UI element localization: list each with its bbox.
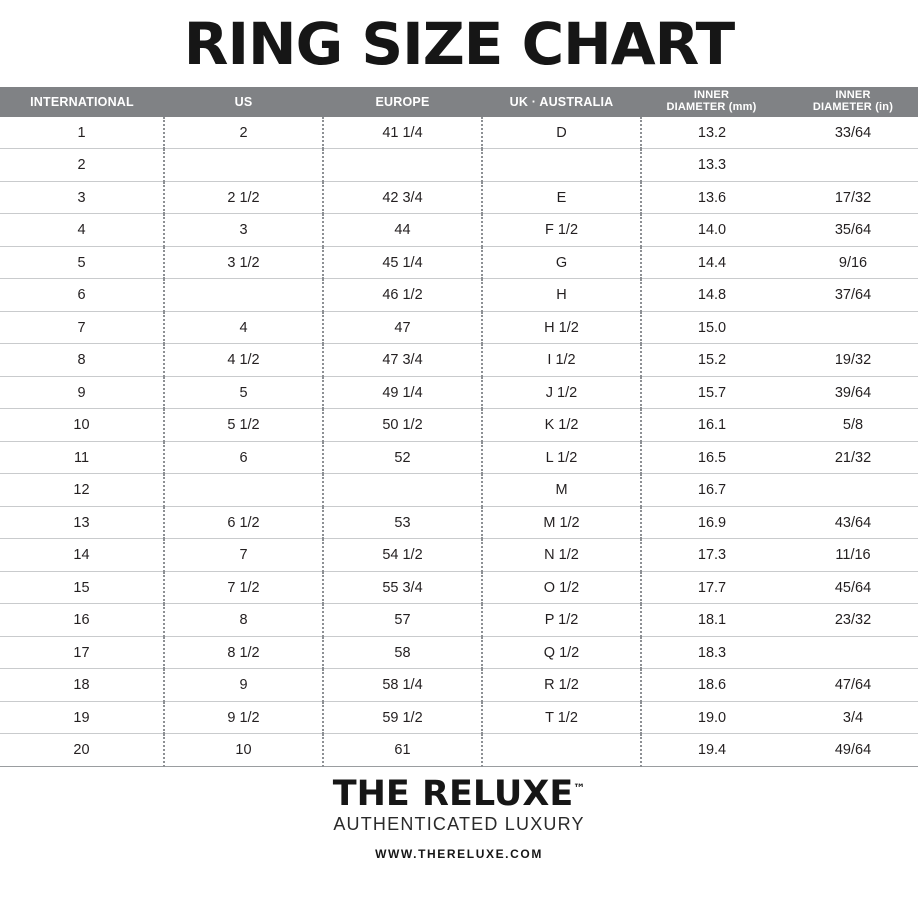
cell-international: 18 <box>0 669 164 702</box>
cell-uk-australia: H <box>482 279 641 312</box>
cell-international: 11 <box>0 441 164 474</box>
cell-uk-australia: G <box>482 246 641 279</box>
cell-international: 8 <box>0 344 164 377</box>
cell-inner-diameter-mm: 14.0 <box>641 214 782 247</box>
cell-europe: 54 1/2 <box>323 539 482 572</box>
cell-europe: 47 3/4 <box>323 344 482 377</box>
footer <box>0 773 918 861</box>
cell-inner-diameter-in: 11/16 <box>782 539 918 572</box>
cell-inner-diameter-mm: 18.6 <box>641 669 782 702</box>
cell-europe: 57 <box>323 604 482 637</box>
cell-europe: 49 1/4 <box>323 376 482 409</box>
cell-uk-australia: M <box>482 474 641 507</box>
cell-us <box>164 149 323 182</box>
table-row <box>0 571 918 604</box>
table-row <box>0 474 918 507</box>
cell-europe: 44 <box>323 214 482 247</box>
cell-uk-australia: J 1/2 <box>482 376 641 409</box>
cell-us: 9 1/2 <box>164 701 323 734</box>
cell-europe: 47 <box>323 311 482 344</box>
cell-international: 6 <box>0 279 164 312</box>
cell-inner-diameter-in: 43/64 <box>782 506 918 539</box>
cell-uk-australia: L 1/2 <box>482 441 641 474</box>
column-header-international-label: INTERNATIONAL <box>30 94 134 109</box>
cell-europe: 55 3/4 <box>323 571 482 604</box>
table-row <box>0 669 918 702</box>
cell-inner-diameter-mm: 13.3 <box>641 149 782 182</box>
cell-international: 4 <box>0 214 164 247</box>
cell-europe: 41 1/4 <box>323 117 482 149</box>
cell-europe: 61 <box>323 734 482 767</box>
cell-international: 2 <box>0 149 164 182</box>
cell-us: 8 <box>164 604 323 637</box>
cell-us: 5 <box>164 376 323 409</box>
cell-inner-diameter-in: 5/8 <box>782 409 918 442</box>
cell-inner-diameter-in: 47/64 <box>782 669 918 702</box>
cell-europe: 50 1/2 <box>323 409 482 442</box>
cell-europe: 59 1/2 <box>323 701 482 734</box>
cell-international: 20 <box>0 734 164 767</box>
cell-inner-diameter-in: 39/64 <box>782 376 918 409</box>
cell-international: 13 <box>0 506 164 539</box>
trademark-symbol: ™ <box>573 781 586 796</box>
cell-inner-diameter-mm: 18.1 <box>641 604 782 637</box>
cell-international: 14 <box>0 539 164 572</box>
cell-international: 1 <box>0 117 164 149</box>
cell-inner-diameter-mm: 15.2 <box>641 344 782 377</box>
cell-uk-australia: D <box>482 117 641 149</box>
table-row <box>0 636 918 669</box>
cell-us: 6 <box>164 441 323 474</box>
cell-inner-diameter-mm: 16.1 <box>641 409 782 442</box>
cell-us: 6 1/2 <box>164 506 323 539</box>
page-title: RING SIZE CHART <box>183 10 735 78</box>
cell-europe: 53 <box>323 506 482 539</box>
cell-inner-diameter-in: 9/16 <box>782 246 918 279</box>
column-header-inner-diameter-in <box>782 87 918 117</box>
cell-uk-australia: P 1/2 <box>482 604 641 637</box>
cell-inner-diameter-in: 49/64 <box>782 734 918 767</box>
cell-uk-australia: H 1/2 <box>482 311 641 344</box>
column-header-uk-australia <box>482 87 641 117</box>
cell-us: 3 <box>164 214 323 247</box>
brand-name-text: THE RELUXE <box>332 773 574 814</box>
cell-inner-diameter-mm: 17.3 <box>641 539 782 572</box>
website-url: WWW.THERELUXE.COM <box>375 846 543 861</box>
table-header-row <box>0 87 918 117</box>
table-row <box>0 311 918 344</box>
cell-inner-diameter-in <box>782 636 918 669</box>
cell-uk-australia <box>482 149 641 182</box>
cell-uk-australia: O 1/2 <box>482 571 641 604</box>
cell-us: 7 1/2 <box>164 571 323 604</box>
cell-us: 4 <box>164 311 323 344</box>
table-row <box>0 409 918 442</box>
cell-international: 9 <box>0 376 164 409</box>
cell-international: 7 <box>0 311 164 344</box>
cell-us: 7 <box>164 539 323 572</box>
cell-us <box>164 279 323 312</box>
table-row <box>0 246 918 279</box>
column-header-us <box>164 87 323 117</box>
cell-us: 5 1/2 <box>164 409 323 442</box>
cell-inner-diameter-in <box>782 311 918 344</box>
table-row <box>0 441 918 474</box>
cell-us: 10 <box>164 734 323 767</box>
cell-inner-diameter-mm: 16.7 <box>641 474 782 507</box>
cell-inner-diameter-in <box>782 474 918 507</box>
table-row <box>0 181 918 214</box>
column-header-inner-diameter-in-line2: DIAMETER (in) <box>812 100 894 113</box>
table-row <box>0 604 918 637</box>
cell-inner-diameter-in: 17/32 <box>782 181 918 214</box>
cell-inner-diameter-in: 3/4 <box>782 701 918 734</box>
cell-europe: 58 <box>323 636 482 669</box>
cell-inner-diameter-mm: 19.0 <box>641 701 782 734</box>
cell-inner-diameter-in: 45/64 <box>782 571 918 604</box>
table-row <box>0 539 918 572</box>
cell-inner-diameter-in <box>782 149 918 182</box>
cell-inner-diameter-mm: 13.6 <box>641 181 782 214</box>
table-header <box>0 87 918 117</box>
cell-inner-diameter-mm: 15.0 <box>641 311 782 344</box>
column-header-inner-diameter-in-line1: INNER <box>835 89 871 102</box>
table-row <box>0 279 918 312</box>
cell-uk-australia: Q 1/2 <box>482 636 641 669</box>
brand-name <box>332 773 586 814</box>
table-row <box>0 701 918 734</box>
cell-uk-australia: F 1/2 <box>482 214 641 247</box>
table-row <box>0 344 918 377</box>
column-header-uk-australia-label: UK · AUSTRALIA <box>509 94 614 109</box>
cell-us: 2 1/2 <box>164 181 323 214</box>
column-header-europe <box>323 87 482 117</box>
cell-inner-diameter-mm: 16.9 <box>641 506 782 539</box>
cell-international: 12 <box>0 474 164 507</box>
table-body <box>0 117 918 767</box>
column-header-inner-diameter-mm-line2: DIAMETER (mm) <box>666 100 757 113</box>
cell-inner-diameter-mm: 13.2 <box>641 117 782 149</box>
cell-international: 10 <box>0 409 164 442</box>
cell-international: 3 <box>0 181 164 214</box>
cell-europe: 42 3/4 <box>323 181 482 214</box>
cell-inner-diameter-mm: 16.5 <box>641 441 782 474</box>
brand-tagline: AUTHENTICATED LUXURY <box>333 813 585 834</box>
cell-uk-australia: R 1/2 <box>482 669 641 702</box>
cell-uk-australia: E <box>482 181 641 214</box>
table-row <box>0 149 918 182</box>
cell-inner-diameter-mm: 19.4 <box>641 734 782 767</box>
cell-us: 2 <box>164 117 323 149</box>
table-row <box>0 214 918 247</box>
cell-europe: 58 1/4 <box>323 669 482 702</box>
cell-inner-diameter-mm: 18.3 <box>641 636 782 669</box>
table-row <box>0 376 918 409</box>
cell-uk-australia: K 1/2 <box>482 409 641 442</box>
column-header-inner-diameter-mm <box>641 87 782 117</box>
column-header-us-label: US <box>234 94 253 109</box>
cell-inner-diameter-in: 33/64 <box>782 117 918 149</box>
cell-us: 4 1/2 <box>164 344 323 377</box>
cell-international: 5 <box>0 246 164 279</box>
cell-inner-diameter-in: 21/32 <box>782 441 918 474</box>
cell-inner-diameter-in: 23/32 <box>782 604 918 637</box>
cell-inner-diameter-in: 35/64 <box>782 214 918 247</box>
cell-uk-australia <box>482 734 641 767</box>
cell-inner-diameter-in: 37/64 <box>782 279 918 312</box>
column-header-europe-label: EUROPE <box>375 94 430 109</box>
ring-size-table <box>0 87 918 767</box>
cell-europe: 45 1/4 <box>323 246 482 279</box>
cell-international: 16 <box>0 604 164 637</box>
cell-uk-australia: I 1/2 <box>482 344 641 377</box>
table-row <box>0 506 918 539</box>
cell-us: 3 1/2 <box>164 246 323 279</box>
cell-europe <box>323 149 482 182</box>
cell-international: 17 <box>0 636 164 669</box>
cell-uk-australia: M 1/2 <box>482 506 641 539</box>
cell-inner-diameter-in: 19/32 <box>782 344 918 377</box>
cell-europe: 46 1/2 <box>323 279 482 312</box>
cell-us: 8 1/2 <box>164 636 323 669</box>
cell-inner-diameter-mm: 14.8 <box>641 279 782 312</box>
cell-europe: 52 <box>323 441 482 474</box>
cell-uk-australia: T 1/2 <box>482 701 641 734</box>
table-row <box>0 734 918 767</box>
cell-inner-diameter-mm: 17.7 <box>641 571 782 604</box>
cell-inner-diameter-mm: 14.4 <box>641 246 782 279</box>
column-header-international <box>0 87 164 117</box>
cell-international: 15 <box>0 571 164 604</box>
cell-inner-diameter-mm: 15.7 <box>641 376 782 409</box>
cell-europe <box>323 474 482 507</box>
cell-uk-australia: N 1/2 <box>482 539 641 572</box>
cell-us: 9 <box>164 669 323 702</box>
cell-us <box>164 474 323 507</box>
table-row <box>0 117 918 149</box>
column-header-inner-diameter-mm-line1: INNER <box>693 89 730 102</box>
cell-international: 19 <box>0 701 164 734</box>
